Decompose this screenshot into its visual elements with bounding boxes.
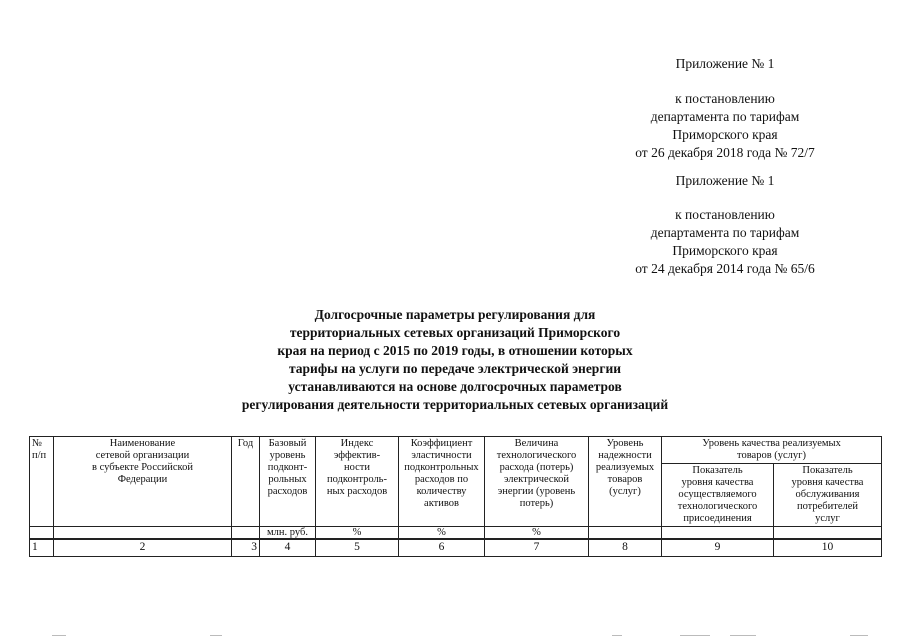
- unit-cell: %: [485, 527, 589, 540]
- appendix-original-reference: [560, 206, 890, 278]
- table-header-row: [30, 437, 882, 464]
- column-number-cell: 6: [399, 539, 485, 557]
- column-number-cell: 8: [589, 539, 662, 557]
- header-connection-quality: Показатель уровня качества осуществляемого технологического присоединения: [662, 464, 774, 527]
- document-title-line: устанавливаются на основе долгосрочных параметров: [288, 379, 622, 394]
- parameters-table: [29, 436, 882, 557]
- document-title-line: тарифы на услуги по передаче электрической энергии: [288, 361, 622, 376]
- column-number-cell: 10: [774, 539, 882, 557]
- appendix-original-line: Приморского края: [672, 243, 778, 258]
- appendix-current-line: департамента по тарифам: [650, 109, 800, 124]
- scan-mark: [850, 635, 868, 636]
- document-title-line: регулирования деятельности территориальных сетевых организаций: [241, 397, 669, 412]
- table-units-row: [30, 527, 882, 540]
- header-reliability-level: Уровень надежности реализуемых товаров (услуг): [589, 437, 662, 527]
- document-title-line: Долгосрочные параметры регулирования для: [314, 307, 596, 322]
- appendix-current-line: Приморского края: [672, 127, 778, 142]
- appendix-current-line: к постановлению: [675, 91, 775, 106]
- header-service-quality: Показатель уровня качества обслуживания потребителей услуг: [774, 464, 882, 527]
- scan-mark: [52, 635, 66, 636]
- document-title-line: края на период с 2015 по 2019 годы, в отношении которых: [277, 343, 633, 358]
- scan-mark: [612, 635, 622, 636]
- unit-cell: [774, 527, 882, 540]
- header-year: Год: [232, 437, 260, 527]
- header-organization-name: Наименование сетевой организации в субъекте Российской Федерации: [54, 437, 232, 527]
- unit-cell: [589, 527, 662, 540]
- scan-edge-marks: [0, 632, 905, 640]
- header-efficiency-index: Индекс эффектив- ности подконтроль- ных расходов: [316, 437, 399, 527]
- header-row-number: № п/п: [30, 437, 54, 527]
- appendix-original-line: департамента по тарифам: [650, 225, 800, 240]
- unit-cell: %: [316, 527, 399, 540]
- header-technological-losses: Величина технологического расхода (потерь) электрической энергии (уровень потерь): [485, 437, 589, 527]
- column-number-cell: 1: [30, 539, 54, 557]
- appendix-current-title: Приложение № 1: [675, 56, 775, 71]
- unit-cell: %: [399, 527, 485, 540]
- appendix-original-line: к постановлению: [675, 207, 775, 222]
- unit-cell: [30, 527, 54, 540]
- header-base-expenses: Базовый уровень подконт- рольных расходов: [260, 437, 316, 527]
- unit-cell: млн. руб.: [260, 527, 316, 540]
- column-number-cell: 7: [485, 539, 589, 557]
- column-number-cell: 2: [54, 539, 232, 557]
- table-column-numbers-row: [30, 539, 882, 557]
- appendix-original-date: от 24 декабря 2014 года № 65/6: [635, 261, 815, 276]
- header-quality-level-group: Уровень качества реализуемых товаров (услуг): [662, 437, 882, 464]
- document-title-line: территориальных сетевых организаций Приморского: [289, 325, 621, 340]
- header-elasticity-coefficient: Коэффициент эластичности подконтрольных расходов по количеству активов: [399, 437, 485, 527]
- appendix-current-reference: [560, 90, 890, 162]
- column-number-cell: 9: [662, 539, 774, 557]
- unit-cell: [662, 527, 774, 540]
- scan-mark: [730, 635, 756, 636]
- scan-mark: [680, 635, 710, 636]
- unit-cell: [54, 527, 232, 540]
- document-title: [190, 306, 720, 414]
- column-number-cell: 3: [232, 539, 260, 557]
- column-number-cell: 4: [260, 539, 316, 557]
- column-number-cell: 5: [316, 539, 399, 557]
- appendix-original-title: Приложение № 1: [675, 173, 775, 188]
- scan-mark: [210, 635, 222, 636]
- unit-cell: [232, 527, 260, 540]
- appendix-current-date: от 26 декабря 2018 года № 72/7: [635, 145, 815, 160]
